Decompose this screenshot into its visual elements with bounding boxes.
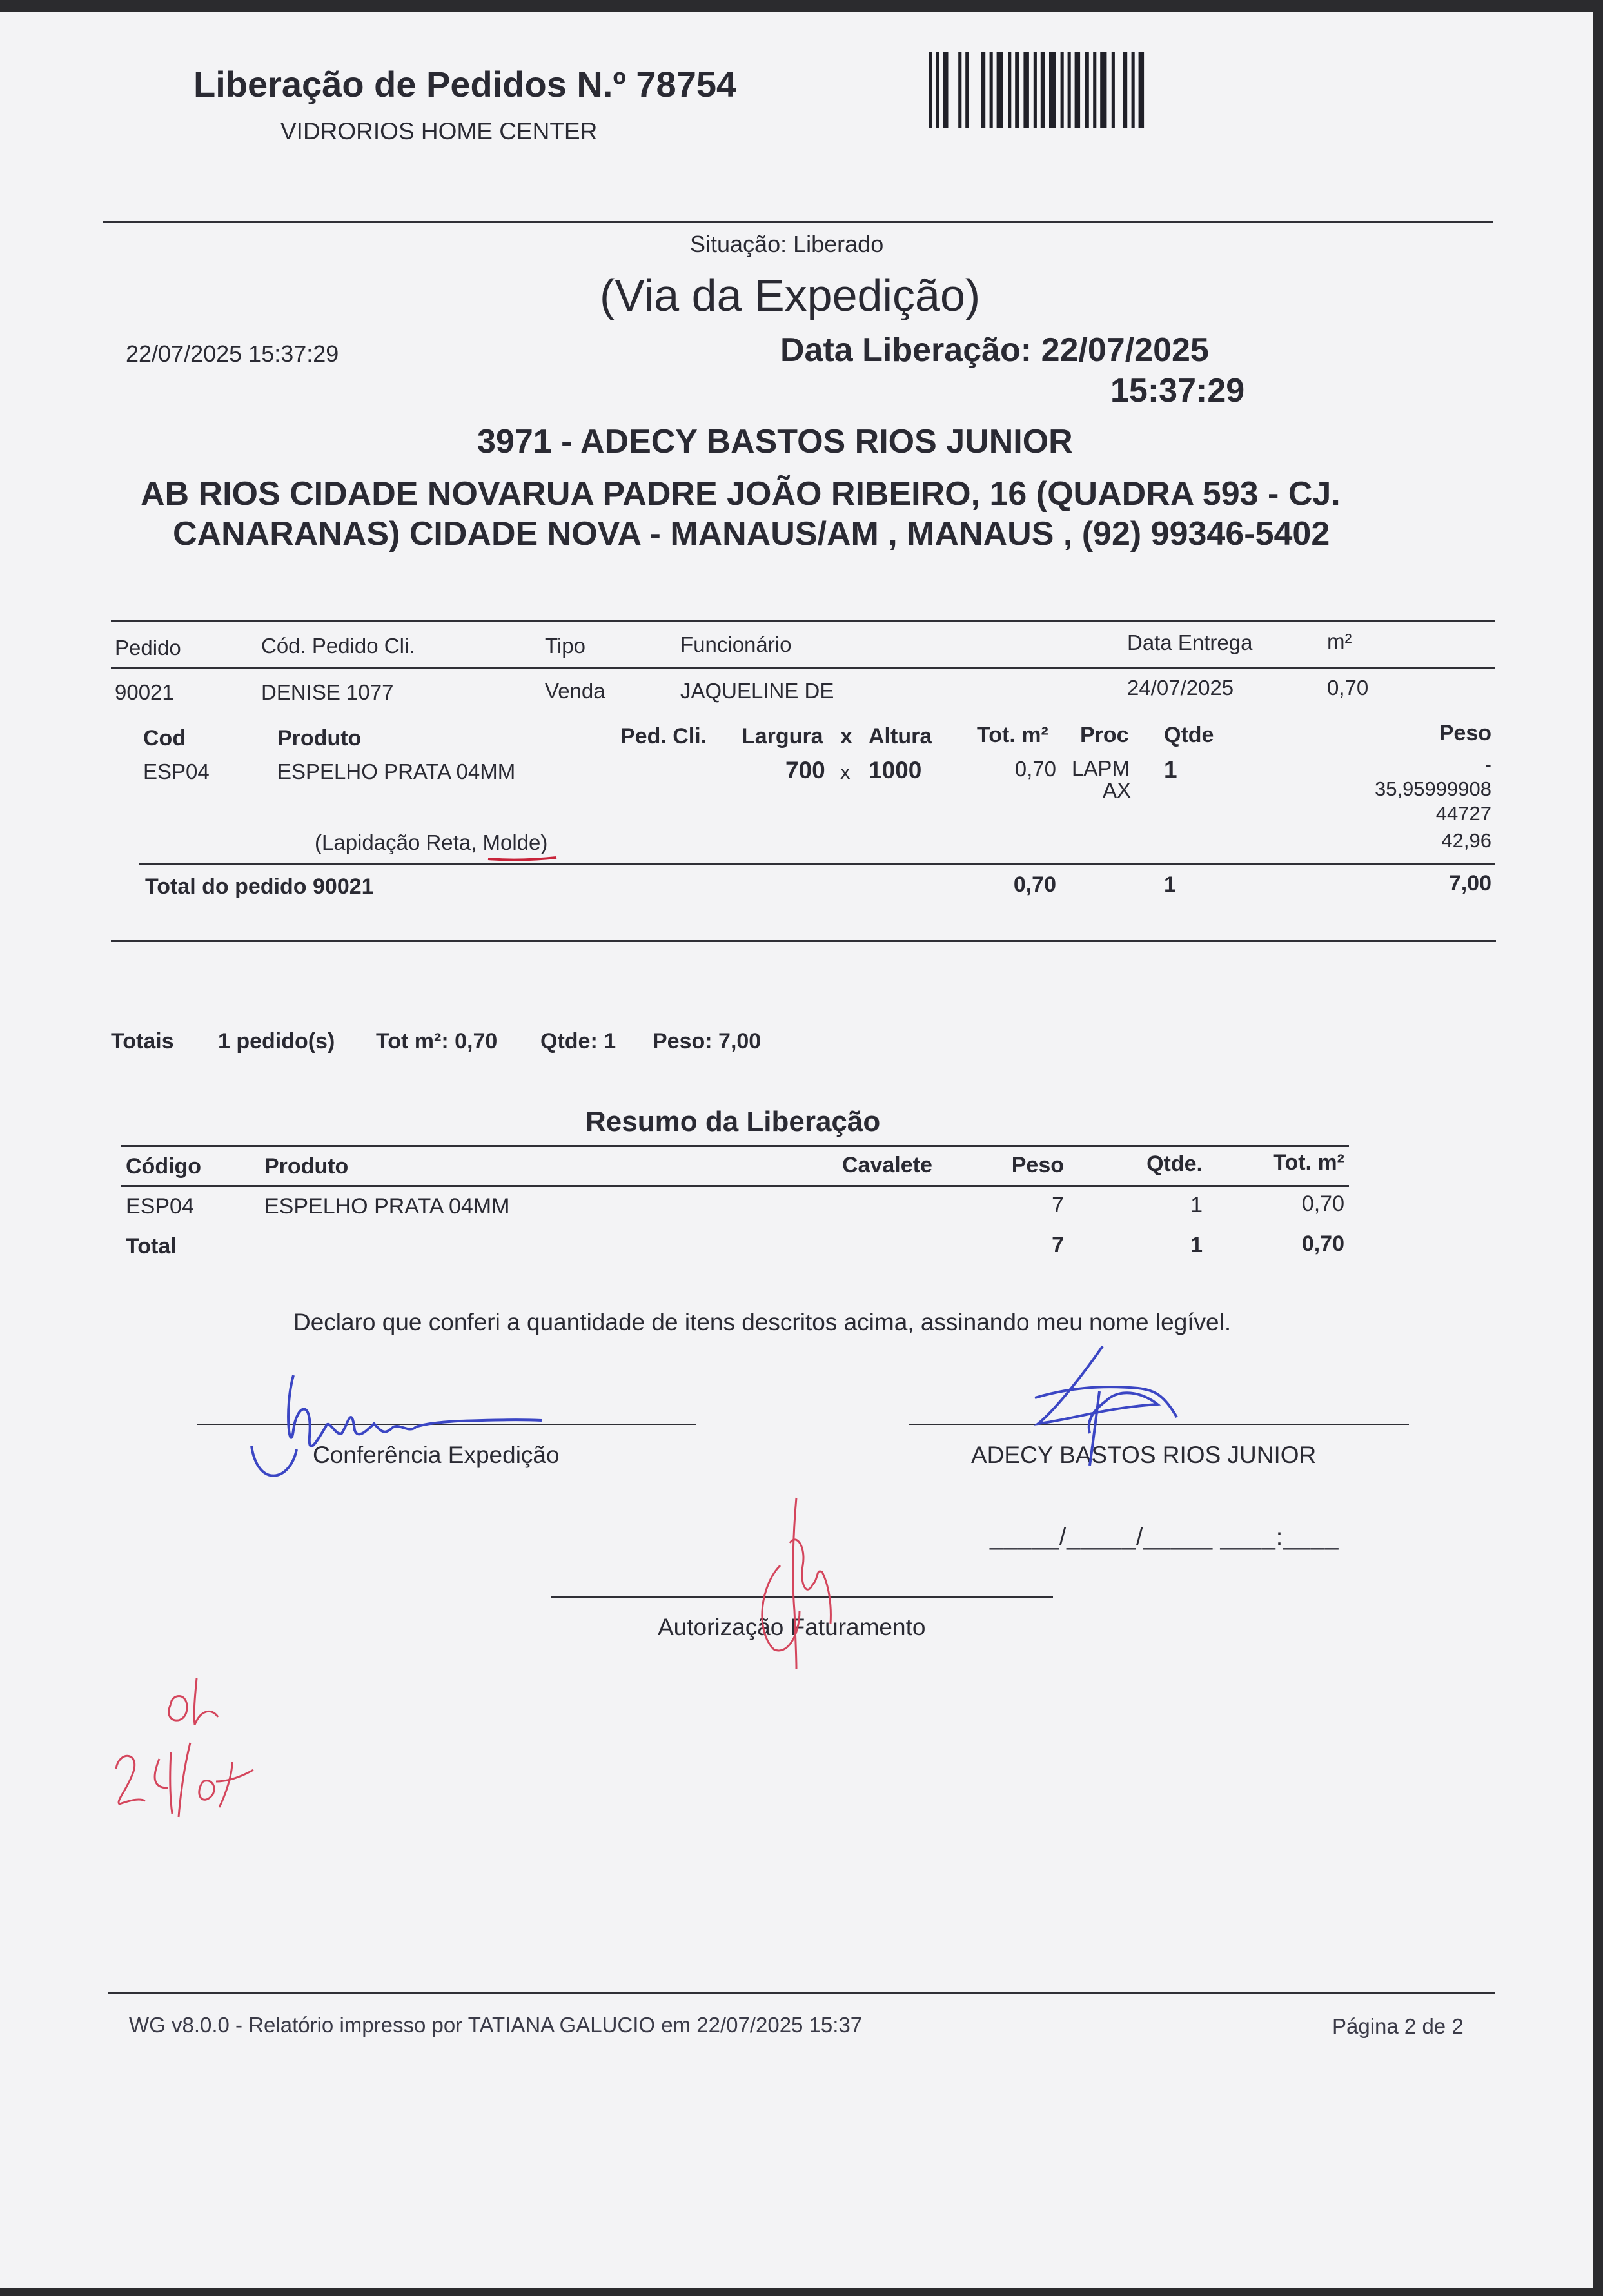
footer-page-number: Página 2 de 2 xyxy=(1332,2014,1464,2038)
via-title: (Via da Expedição) xyxy=(600,270,981,320)
printed-datetime: 22/07/2025 15:37:29 xyxy=(126,340,339,367)
summary-col-qtde: Qtde. xyxy=(1146,1152,1203,1176)
summary-total-label: Total xyxy=(126,1234,177,1259)
order-value-m2: 0,70 xyxy=(1327,676,1369,700)
order-value-cod-pedido-cli: DENISE 1077 xyxy=(261,680,394,704)
order-table-top-rule xyxy=(111,620,1495,622)
order-section-end-rule xyxy=(111,940,1496,942)
item-qtde: 1 xyxy=(1164,756,1177,783)
order-col-pedido: Pedido xyxy=(115,636,181,660)
summary-row-codigo: ESP04 xyxy=(126,1194,194,1219)
order-value-pedido: 90021 xyxy=(115,680,174,704)
item-peso-line3: 42,96 xyxy=(1441,829,1491,852)
release-date: Data Liberação: 22/07/2025 xyxy=(780,331,1209,369)
summary-row-peso: 7 xyxy=(1052,1193,1064,1217)
items-col-largura: Largura xyxy=(742,724,823,749)
item-x: x xyxy=(840,761,851,783)
summary-row-tot-m2: 0,70 xyxy=(1301,1192,1344,1216)
item-peso-line1: 35,95999908 xyxy=(1374,778,1491,800)
red-signature-autorizacao xyxy=(735,1488,845,1675)
summary-total-qtde: 1 xyxy=(1190,1233,1203,1257)
order-table-header-rule xyxy=(111,667,1495,669)
summary-row-qtde: 1 xyxy=(1190,1193,1203,1217)
summary-col-codigo: Código xyxy=(126,1154,202,1179)
order-total-peso: 7,00 xyxy=(1448,871,1491,896)
item-tot-m2: 0,70 xyxy=(1014,757,1056,781)
summary-total-tot-m2: 0,70 xyxy=(1301,1231,1344,1256)
order-total-qtde: 1 xyxy=(1164,872,1176,897)
handwritten-note-date xyxy=(106,1736,261,1820)
situation-text: Situação: Liberado xyxy=(690,231,884,257)
client-name: 3971 - ADECY BASTOS RIOS JUNIOR xyxy=(477,423,1073,460)
summary-header-rule xyxy=(121,1185,1349,1187)
footer-print-info: WG v8.0.0 - Relatório impresso por TATIANA GALUCIO em 22/07/2025 15:37 xyxy=(129,2013,863,2037)
blue-signature-right xyxy=(1028,1340,1196,1469)
summary-top-rule xyxy=(121,1145,1349,1147)
totals-qtde: Qtde: 1 xyxy=(540,1029,616,1054)
order-col-funcionario: Funcionário xyxy=(680,633,792,656)
summary-total-peso: 7 xyxy=(1052,1233,1064,1257)
order-value-funcionario: JAQUELINE DE xyxy=(680,679,834,703)
items-col-cod: Cod xyxy=(143,726,186,751)
handwritten-note-ok xyxy=(161,1672,232,1730)
document-page xyxy=(0,12,1593,2288)
order-col-m2: m² xyxy=(1327,629,1352,653)
summary-col-cavalete: Cavalete xyxy=(842,1153,932,1177)
item-largura: 700 xyxy=(785,757,825,783)
barcode xyxy=(929,52,1174,135)
summary-col-tot-m2: Tot. m² xyxy=(1273,1150,1344,1175)
items-col-peso: Peso xyxy=(1439,721,1491,745)
items-col-altura: Altura xyxy=(869,724,932,749)
item-produto: ESPELHO PRATA 04MM xyxy=(277,760,516,783)
company-name: VIDRORIOS HOME CENTER xyxy=(280,118,598,144)
item-proc-line2: AX xyxy=(1103,778,1132,802)
items-col-produto: Produto xyxy=(277,726,362,751)
declaration-text: Declaro que conferi a quantidade de itens descritos acima, assinando meu nome legível. xyxy=(293,1309,1232,1335)
client-address-line1: AB RIOS CIDADE NOVARUA PADRE JOÃO RIBEIRO, 16 (QUADRA 593 - CJ. xyxy=(141,475,1341,513)
item-altura: 1000 xyxy=(869,757,922,783)
handwritten-underline xyxy=(487,855,558,863)
totals-tot-m2: Tot m²: 0,70 xyxy=(376,1029,498,1054)
item-proc-line1: LAPM xyxy=(1072,756,1130,780)
item-note: (Lapidação Reta, Molde) xyxy=(315,830,548,854)
item-cod: ESP04 xyxy=(143,760,210,783)
release-time: 15:37:29 xyxy=(1110,372,1245,409)
signature-label-autorizacao: Autorização Faturamento xyxy=(658,1614,926,1640)
items-col-proc: Proc xyxy=(1080,723,1129,747)
item-peso-dash: - xyxy=(1484,753,1491,776)
header-divider xyxy=(103,221,1493,223)
order-value-data-entrega: 24/07/2025 xyxy=(1127,676,1234,700)
order-col-data-entrega: Data Entrega xyxy=(1127,631,1253,654)
items-col-qtde: Qtde xyxy=(1164,723,1214,747)
document-title: Liberação de Pedidos N.º 78754 xyxy=(193,64,737,104)
totals-peso: Peso: 7,00 xyxy=(653,1029,762,1054)
items-col-ped-cli: Ped. Cli. xyxy=(620,724,707,749)
order-total-label: Total do pedido 90021 xyxy=(145,874,374,899)
signature-label-conferencia: Conferência Expedição xyxy=(313,1442,560,1468)
order-total-m2: 0,70 xyxy=(1013,872,1056,897)
signature-label-client: ADECY BASTOS RIOS JUNIOR xyxy=(971,1442,1317,1468)
item-peso-line2: 44727 xyxy=(1435,802,1491,825)
summary-col-produto: Produto xyxy=(264,1154,349,1179)
summary-row-produto: ESPELHO PRATA 04MM xyxy=(264,1194,510,1219)
items-col-x: x xyxy=(840,724,852,749)
footer-rule xyxy=(108,1992,1495,1994)
items-col-tot-m2: Tot. m² xyxy=(977,723,1048,747)
totals-pedidos: 1 pedido(s) xyxy=(218,1029,335,1054)
blue-signature-left xyxy=(245,1359,555,1488)
totals-label: Totais xyxy=(111,1029,174,1054)
summary-col-peso: Peso xyxy=(1011,1153,1064,1177)
date-time-blank: _____/_____/_____ ____:____ xyxy=(990,1524,1339,1550)
order-col-cod-pedido-cli: Cód. Pedido Cli. xyxy=(261,634,415,658)
order-value-tipo: Venda xyxy=(545,679,605,703)
summary-title: Resumo da Liberação xyxy=(585,1106,881,1137)
order-col-tipo: Tipo xyxy=(545,634,585,658)
client-address-line2: CANARANAS) CIDADE NOVA - MANAUS/AM , MANAUS , (92) 99346-5402 xyxy=(173,515,1330,553)
items-total-rule xyxy=(139,863,1495,865)
